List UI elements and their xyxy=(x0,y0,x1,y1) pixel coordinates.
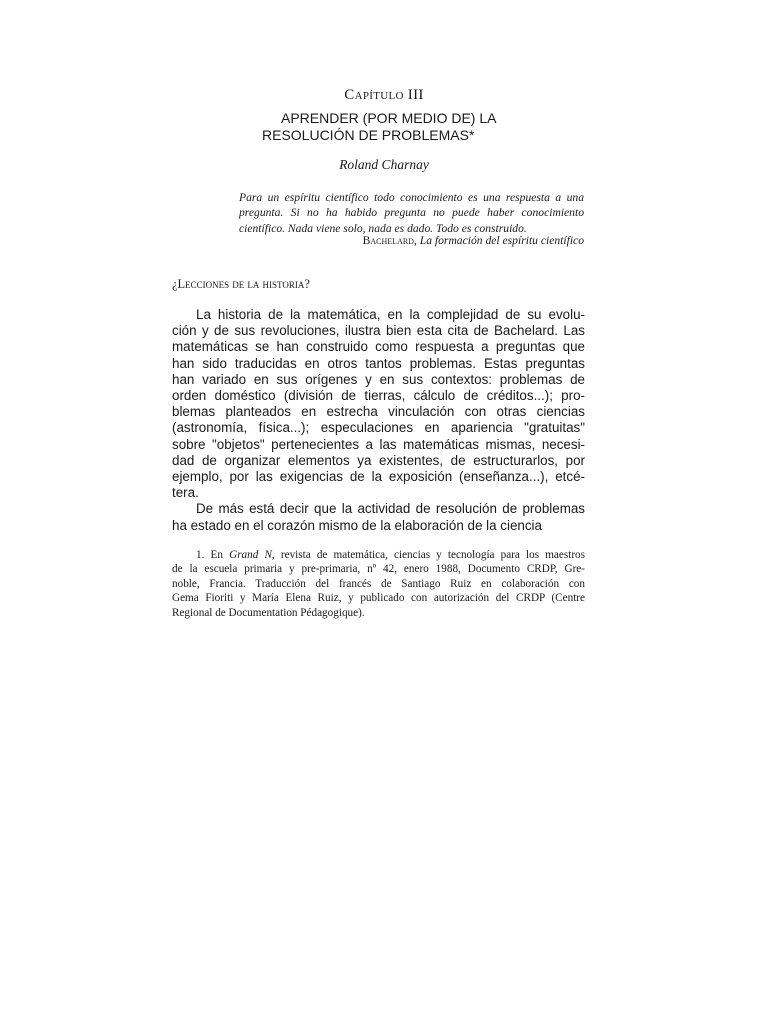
section-heading: ¿Lecciones de la historia? xyxy=(172,277,310,291)
epigraph-attribution xyxy=(239,234,584,247)
body-line: han variado en sus orígenes y en sus contextos: problemas de xyxy=(172,371,585,387)
epigraph xyxy=(239,190,584,236)
body-line: sobre "objetos" pertenecientes a las matemáticas mismas, necesi- xyxy=(172,436,585,452)
footnote-text: revista de matemática, ciencias y tecnología para los maestros xyxy=(280,549,586,561)
body-line: tera. xyxy=(172,485,199,501)
epigraph-line: científico. Nada viene solo, nada es dado. Todo es construido. xyxy=(239,221,527,235)
body-line: ejemplo, por las exigencias de la exposición (enseñanza...), etcé- xyxy=(172,469,585,485)
chapter-title-line-1: APRENDER (POR MEDIO DE) LA xyxy=(281,110,497,126)
attribution-work: La formación del espíritu científico xyxy=(419,234,584,247)
body-line: ción y de sus revoluciones, ilustra bien esta cita de Bachelard. Las xyxy=(172,323,585,339)
attribution-author: Bachelard, xyxy=(362,234,417,247)
body-text xyxy=(172,307,585,534)
footnote-line: Gema Fioriti y María Elena Ruiz, y publicado con autorización del CRDP (Centre xyxy=(172,592,585,605)
body-line: dad de organizar elementos ya existentes, de estructurarlos, por xyxy=(172,452,585,468)
body-line: orden doméstico (división de tierras, cálculo de créditos...); pro- xyxy=(172,388,585,404)
body-line: (astronomía, física...); especulaciones en apariencia "gratuitas" xyxy=(172,420,585,436)
body-line: blemas planteados en estrecha vinculación con otras ciencias xyxy=(172,404,585,420)
footnote-source: Grand N, xyxy=(229,549,275,561)
chapter-title xyxy=(262,110,522,144)
body-line: De más está decir que la actividad de resolución de problemas xyxy=(196,501,585,517)
epigraph-line: pregunta. Si no ha habido pregunta no puede haber conocimiento xyxy=(239,206,584,220)
footnote-line: Regional de Documentation Pédagogique). xyxy=(172,606,365,619)
footnote-line xyxy=(172,548,585,562)
epigraph-line: Para un espíritu científico todo conocimiento es una respuesta a una xyxy=(239,191,584,204)
footnote-line: noble, Francia. Traducción del francés de Santiago Ruiz en colaboración con xyxy=(172,577,585,590)
footnote-line: de la escuela primaria y pre-primaria, nº 42, enero 1988, Documento CRDP, Gre- xyxy=(172,563,585,576)
chapter-title-line-2: RESOLUCIÓN DE PROBLEMAS* xyxy=(262,127,475,143)
body-line: matemáticas se han construido como respuesta a preguntas que xyxy=(172,339,585,355)
chapter-label: Capítulo III xyxy=(344,87,424,103)
footnote xyxy=(172,548,585,620)
author-name: Roland Charnay xyxy=(339,157,429,172)
body-line: han sido traducidas en otros tantos problemas. Estas preguntas xyxy=(172,355,585,371)
footnote-number: 1. En xyxy=(196,549,223,561)
body-line: La historia de la matemática, en la complejidad de su evolu- xyxy=(196,307,585,322)
body-line: ha estado en el corazón mismo de la elaboración de la ciencia xyxy=(172,517,542,533)
